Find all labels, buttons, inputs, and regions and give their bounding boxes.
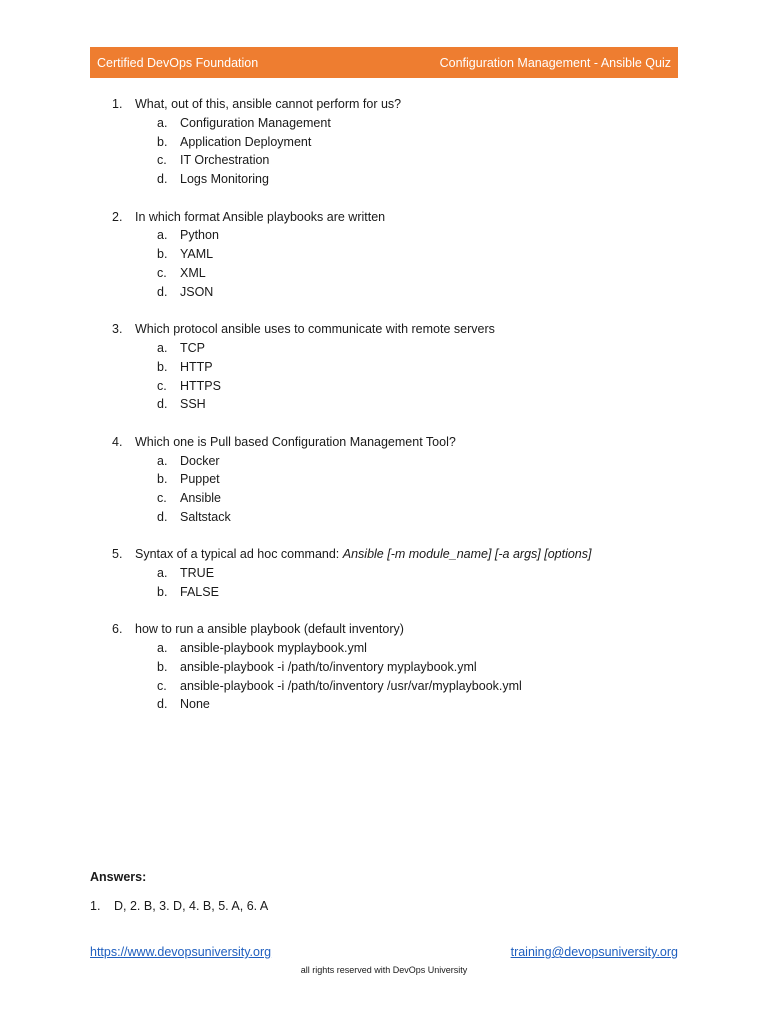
option-4-c (112, 489, 672, 508)
header-quiz-title: Configuration Management - Ansible Quiz (439, 55, 671, 70)
option-2-a (112, 226, 672, 245)
question-line (112, 620, 672, 639)
option-text: Application Deployment (180, 134, 312, 149)
option-6-d (112, 695, 672, 714)
option-letter: c. (157, 265, 167, 280)
question-text (135, 620, 404, 639)
option-text: HTTP (180, 359, 213, 374)
question-number: 5. (112, 547, 123, 562)
option-text: Logs Monitoring (180, 172, 269, 187)
option-2-b (112, 245, 672, 264)
option-text: Puppet (180, 472, 220, 487)
question-text (135, 320, 495, 339)
option-3-d (112, 395, 672, 414)
header-course-title: Certified DevOps Foundation (97, 55, 259, 70)
option-3-b (112, 358, 672, 377)
question-number: 4. (112, 434, 123, 449)
question-number: 3. (112, 322, 123, 337)
option-5-b (112, 583, 672, 602)
question-line (112, 320, 672, 339)
option-3-a (112, 339, 672, 358)
question-line (112, 208, 672, 227)
option-text: XML (180, 265, 206, 280)
question-line (112, 95, 672, 114)
question-text-plain: What, out of this, ansible cannot perform for us? (135, 97, 402, 111)
option-6-c (112, 677, 672, 696)
option-letter: d. (157, 509, 168, 524)
option-text: Docker (180, 453, 220, 468)
option-letter: b. (157, 359, 168, 374)
option-4-b (112, 470, 672, 489)
answers-number: 1. (90, 899, 101, 913)
question-text-plain: Which one is Pull based Configuration Management Tool? (135, 434, 456, 449)
question-number: 1. (112, 97, 123, 111)
option-letter: a. (157, 641, 168, 656)
option-letter: a. (157, 566, 168, 581)
question-4 (112, 433, 672, 527)
option-text: ansible-playbook -i /path/to/inventory myplaybook.yml (180, 659, 477, 674)
option-letter: b. (157, 584, 168, 599)
option-letter: b. (157, 247, 168, 262)
question-text-plain: Syntax of a typical ad hoc command: (135, 547, 343, 562)
option-text: YAML (180, 247, 214, 262)
option-letter: b. (157, 134, 168, 149)
answers-line (90, 899, 268, 913)
question-text-plain: In which format Ansible playbooks are written (135, 209, 386, 224)
option-letter: b. (157, 659, 168, 674)
option-letter: d. (157, 172, 168, 187)
option-text: TCP (180, 340, 205, 355)
header-band (90, 47, 678, 78)
rights-notice: all rights reserved with DevOps University (300, 965, 468, 975)
question-text-italic: Ansible [-m module_name] [-a args] [options] (342, 547, 592, 562)
option-2-c (112, 264, 672, 283)
option-letter: a. (157, 453, 168, 468)
option-letter: c. (157, 153, 167, 168)
email-link[interactable]: training@devopsuniversity.org (510, 945, 678, 959)
question-line (112, 545, 672, 564)
question-5 (112, 545, 672, 601)
option-text: Configuration Management (180, 115, 331, 130)
option-text: ansible-playbook -i /path/to/inventory /usr/var/myplaybook.yml (180, 678, 522, 693)
question-number: 2. (112, 209, 123, 224)
question-line (112, 433, 672, 452)
option-4-d (112, 508, 672, 527)
question-3 (112, 320, 672, 414)
option-letter: c. (157, 678, 167, 693)
question-number: 6. (112, 622, 123, 637)
option-text: None (180, 697, 210, 712)
option-letter: c. (157, 378, 167, 393)
option-text: Python (180, 228, 219, 243)
website-link[interactable]: https://www.devopsuniversity.org (90, 945, 272, 959)
answers-heading: Answers: (90, 870, 147, 884)
option-text: HTTPS (180, 378, 221, 393)
option-text: TRUE (180, 566, 215, 581)
option-text: Ansible (180, 491, 221, 506)
option-letter: a. (157, 340, 168, 355)
option-3-c (112, 377, 672, 396)
question-6 (112, 620, 672, 714)
option-1-a (112, 114, 672, 133)
option-text: IT Orchestration (180, 153, 270, 168)
option-6-b (112, 658, 672, 677)
option-1-d (112, 170, 672, 189)
option-letter: c. (157, 491, 167, 506)
option-text: FALSE (180, 584, 219, 599)
option-6-a (112, 639, 672, 658)
option-5-a (112, 564, 672, 583)
question-2 (112, 208, 672, 302)
option-text: ansible-playbook myplaybook.yml (180, 641, 367, 656)
option-letter: a. (157, 115, 168, 130)
option-letter: d. (157, 284, 168, 299)
question-1 (112, 95, 672, 189)
question-text (135, 208, 385, 227)
answers-text: D, 2. B, 3. D, 4. B, 5. A, 6. A (114, 899, 269, 913)
option-text: SSH (180, 397, 206, 412)
option-letter: a. (157, 228, 168, 243)
option-letter: b. (157, 472, 168, 487)
question-text (135, 433, 456, 452)
option-1-c (112, 151, 672, 170)
question-text-plain: how to run a ansible playbook (default inventory) (135, 622, 404, 637)
question-text (135, 545, 591, 564)
option-2-d (112, 283, 672, 302)
option-4-a (112, 452, 672, 471)
question-text-plain: Which protocol ansible uses to communicate with remote servers (135, 322, 495, 337)
option-1-b (112, 133, 672, 152)
option-letter: d. (157, 397, 168, 412)
option-text: JSON (180, 284, 214, 299)
option-letter: d. (157, 697, 168, 712)
question-list (112, 95, 672, 733)
question-text (135, 95, 401, 114)
option-text: Saltstack (180, 509, 231, 524)
